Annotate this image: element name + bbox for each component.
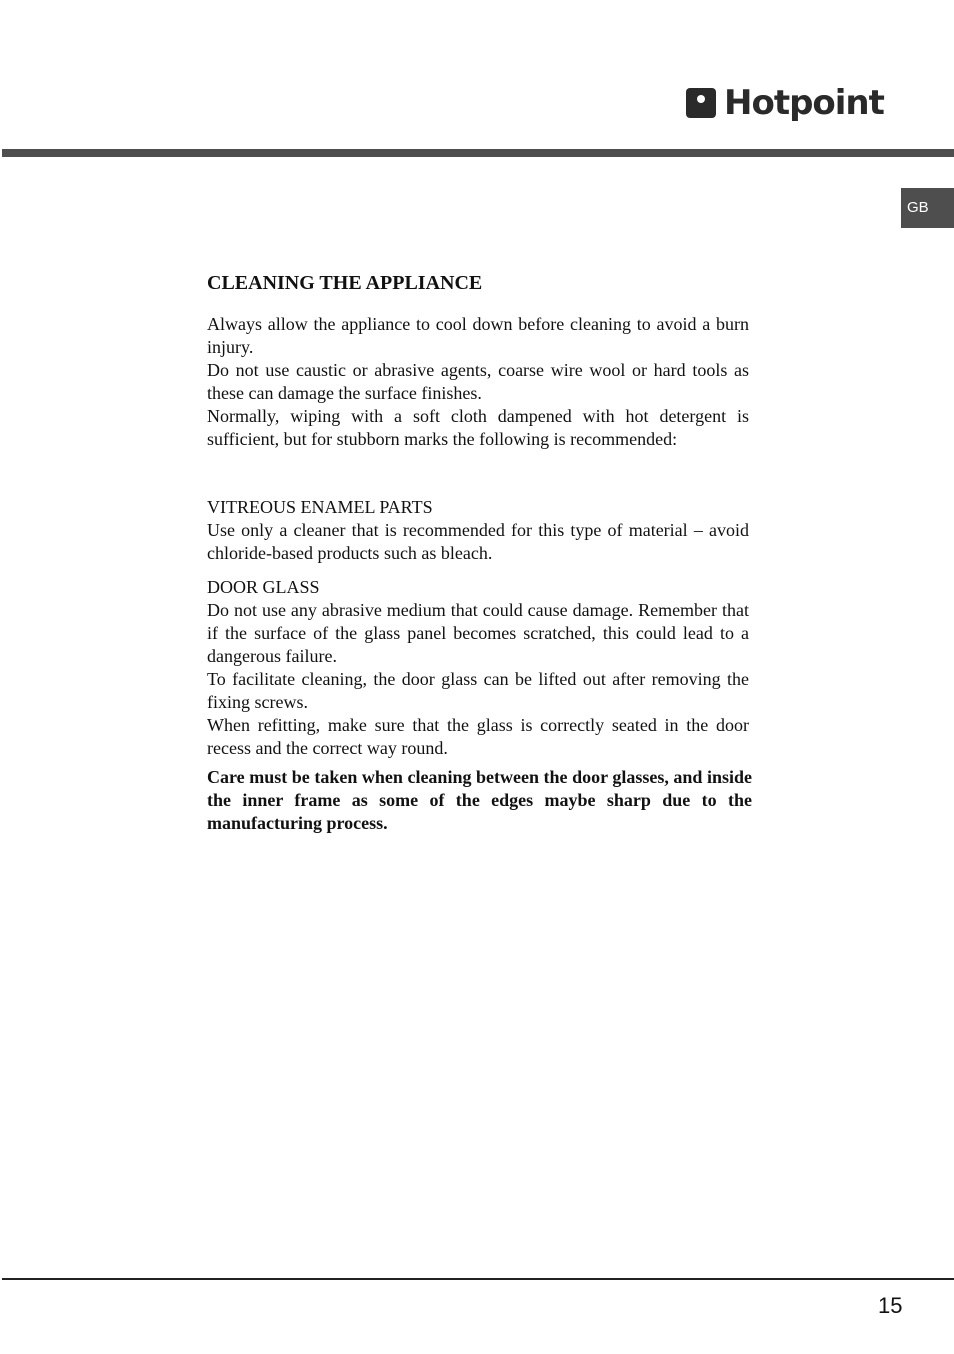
footer-divider [2,1278,954,1280]
door-glass-paragraph: Do not use any abrasive medium that could cause damage. Remember that if the surface of the glass panel becomes scratched, this could lead to a dangerous failure. [207,600,749,666]
section-title: CLEANING THE APPLIANCE [207,272,483,294]
vitreous-text: Use only a cleaner that is recommended for this type of material – avoid chloride-based products such as bleach. [207,520,749,563]
header-divider [2,149,954,157]
intro-paragraph: Always allow the appliance to cool down before cleaning to avoid a burn injury. [207,314,749,357]
brand-logo-icon [686,88,716,118]
page-number: 15 [878,1293,903,1318]
intro-paragraph: Do not use caustic or abrasive agents, coarse wire wool or hard tools as these can damage the surface finishes. [207,360,749,403]
brand-logo [686,84,884,126]
vitreous-heading: VITREOUS ENAMEL PARTS [207,497,433,517]
door-glass-paragraph: When refitting, make sure that the glass is correctly seated in the door recess and the correct way round. [207,715,749,758]
door-glass-paragraph: To facilitate cleaning, the door glass can be lifted out after removing the fixing screws. [207,669,749,712]
intro-paragraph: Normally, wiping with a soft cloth dampened with hot detergent is sufficient, but for stubborn marks the following is recommended: [207,406,749,449]
brand-name: Hotpoint [724,83,884,123]
language-tab: GB [901,188,954,228]
door-glass-heading: DOOR GLASS [207,577,320,597]
safety-warning: Care must be taken when cleaning between the door glasses, and inside the inner frame as some of the edges maybe sharp due to the manufacturing process. [207,767,752,833]
main-content [207,270,752,835]
